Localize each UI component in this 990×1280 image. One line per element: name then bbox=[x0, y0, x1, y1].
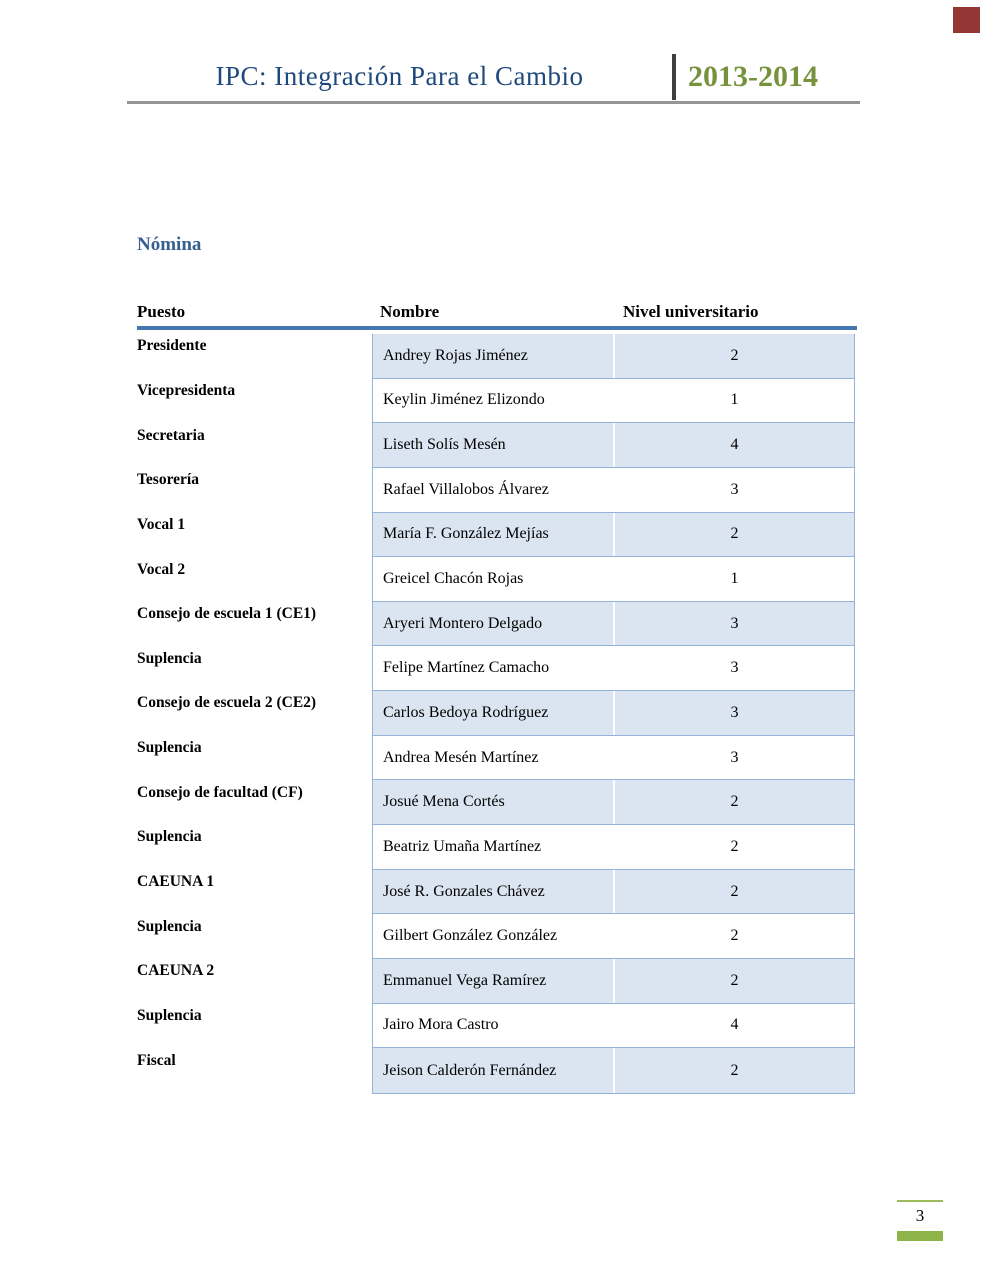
nombre-cell: Andrea Mesén Martínez bbox=[383, 748, 539, 766]
puesto-label: CAEUNA 1 bbox=[137, 873, 215, 890]
column-header-puesto: Puesto bbox=[137, 302, 186, 321]
nivel-cell: 2 bbox=[613, 914, 854, 958]
column-header-nombre: Nombre bbox=[380, 302, 440, 321]
nivel-cell: 2 bbox=[613, 1048, 854, 1093]
table-row bbox=[373, 870, 854, 915]
nivel-cell: 2 bbox=[613, 870, 854, 914]
puesto-label: Consejo de facultad (CF) bbox=[137, 783, 303, 801]
nombre-cell: Andrey Rojas Jiménez bbox=[383, 346, 528, 364]
corner-accent-square bbox=[953, 7, 980, 33]
table-row bbox=[373, 780, 854, 825]
puesto-label: Vocal 1 bbox=[137, 515, 186, 533]
table-row bbox=[373, 334, 854, 379]
nivel-cell: 2 bbox=[613, 780, 854, 824]
table-row bbox=[373, 1004, 854, 1049]
nombre-cell: Carlos Bedoya Rodríguez bbox=[383, 703, 549, 721]
puesto-label: Suplencia bbox=[137, 917, 202, 935]
puesto-label: Tesorería bbox=[137, 471, 199, 489]
nombre-cell: Felipe Martínez Camacho bbox=[383, 659, 550, 677]
table-row bbox=[373, 557, 854, 602]
column-header-nivel: Nivel universitario bbox=[623, 302, 759, 321]
nivel-cell: 2 bbox=[613, 334, 854, 378]
page-number: 3 bbox=[915, 1206, 925, 1225]
puesto-list bbox=[137, 324, 371, 1083]
puesto-label: Fiscal bbox=[137, 1051, 176, 1069]
puesto-label: Vocal 2 bbox=[137, 560, 186, 578]
puesto-label: Consejo de escuela 1 (CE1) bbox=[137, 605, 317, 623]
table-row bbox=[373, 423, 854, 468]
nombre-cell: Gilbert González González bbox=[383, 927, 558, 945]
nivel-cell: 2 bbox=[613, 825, 854, 869]
puesto-label: Suplencia bbox=[137, 649, 202, 667]
puesto-label: Suplencia bbox=[137, 828, 202, 846]
table-row bbox=[373, 513, 854, 558]
nivel-cell: 3 bbox=[613, 691, 854, 735]
puesto-label: CAEUNA 2 bbox=[137, 962, 215, 980]
puesto-label: Consejo de escuela 2 (CE2) bbox=[137, 694, 317, 712]
nivel-cell: 2 bbox=[613, 959, 854, 1003]
nombre-cell: Aryeri Montero Delgado bbox=[383, 614, 543, 632]
roster-table bbox=[372, 334, 855, 1094]
nivel-cell: 3 bbox=[613, 468, 854, 512]
footer-bottom-rule bbox=[897, 1231, 943, 1241]
nivel-cell: 1 bbox=[613, 557, 854, 601]
nivel-cell: 1 bbox=[613, 379, 854, 423]
puesto-label: Suplencia bbox=[137, 1006, 202, 1024]
nombre-cell: Liseth Solís Mesén bbox=[383, 436, 506, 454]
table-row bbox=[373, 959, 854, 1004]
table-row bbox=[373, 646, 854, 691]
nivel-cell: 2 bbox=[613, 513, 854, 557]
nombre-cell: Greicel Chacón Rojas bbox=[383, 570, 524, 588]
nivel-cell: 4 bbox=[613, 423, 854, 467]
nombre-cell: María F. González Mejías bbox=[383, 525, 549, 543]
section-heading-nomina: Nómina bbox=[137, 234, 202, 255]
table-row bbox=[373, 602, 854, 647]
document-year: 2013-2014 bbox=[688, 59, 818, 93]
table-row bbox=[373, 691, 854, 736]
document-header bbox=[127, 52, 860, 104]
nombre-cell: Beatriz Umaña Martínez bbox=[383, 837, 542, 855]
nombre-cell: José R. Gonzales Chávez bbox=[383, 882, 545, 900]
puesto-label: Suplencia bbox=[137, 739, 202, 757]
nombre-cell: Keylin Jiménez Elizondo bbox=[383, 391, 545, 409]
nombre-cell: Jairo Mora Castro bbox=[383, 1016, 499, 1034]
nombre-cell: Rafael Villalobos Álvarez bbox=[383, 480, 549, 498]
table-row bbox=[373, 736, 854, 781]
nombre-cell: Jeison Calderón Fernández bbox=[383, 1061, 557, 1079]
table-row bbox=[373, 379, 854, 424]
nivel-cell: 3 bbox=[613, 646, 854, 690]
page-footer bbox=[897, 1200, 943, 1241]
table-row bbox=[373, 1048, 854, 1093]
table-row bbox=[373, 468, 854, 513]
puesto-label: Secretaria bbox=[137, 426, 205, 444]
puesto-label: Presidente bbox=[137, 337, 207, 355]
nivel-cell: 3 bbox=[613, 602, 854, 646]
table-row bbox=[373, 914, 854, 959]
nivel-cell: 3 bbox=[613, 736, 854, 780]
table-row bbox=[373, 825, 854, 870]
nombre-cell: Emmanuel Vega Ramírez bbox=[383, 971, 547, 989]
puesto-label: Vicepresidenta bbox=[137, 381, 236, 399]
nivel-cell: 4 bbox=[613, 1004, 854, 1048]
nombre-cell: Josué Mena Cortés bbox=[383, 793, 505, 811]
document-title: IPC: Integración Para el Cambio bbox=[215, 61, 584, 91]
